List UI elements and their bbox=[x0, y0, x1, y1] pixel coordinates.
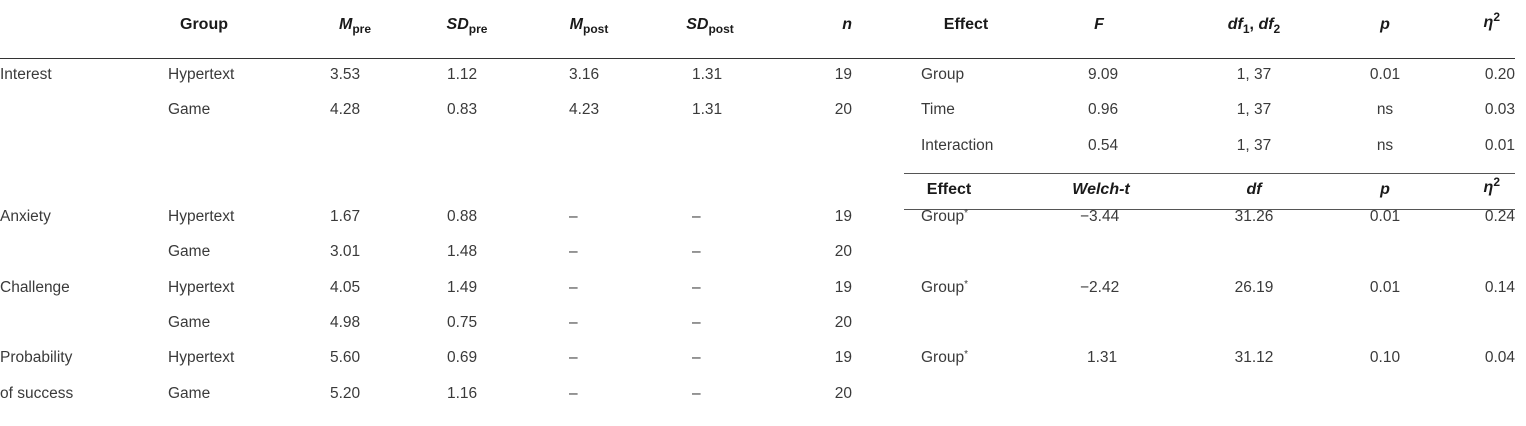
col-header-sd-post: $SD_{post}$ bbox=[686, 16, 734, 36]
n-cell: 19 bbox=[834, 66, 852, 83]
m-post-cell: – bbox=[569, 279, 578, 296]
stat-cell: 0.96 bbox=[1088, 101, 1119, 118]
row-label: Interest bbox=[0, 66, 52, 83]
stat-cell: 0.54 bbox=[1088, 137, 1119, 154]
subheader-p: p bbox=[1380, 181, 1390, 198]
sd-pre-cell: 0.83 bbox=[447, 101, 478, 118]
p-cell: 0.10 bbox=[1369, 349, 1401, 366]
welch-marker: * bbox=[964, 349, 968, 360]
p-cell: 0.01 bbox=[1369, 66, 1401, 83]
header-rule bbox=[0, 58, 1515, 59]
subheader-df: df bbox=[1246, 181, 1262, 198]
effect-cell: Interaction bbox=[921, 137, 994, 154]
group-cell: Hypertext bbox=[168, 208, 235, 225]
eta-cell: 0.04 bbox=[1484, 349, 1515, 366]
sd-post-cell: – bbox=[692, 208, 701, 225]
df-cell: 31.12 bbox=[1234, 349, 1274, 366]
m-post-cell: – bbox=[569, 243, 578, 260]
m-pre-cell: 5.60 bbox=[330, 349, 361, 366]
col-header-m-post: $M_{post}$ bbox=[569, 16, 609, 36]
effect-cell: Group bbox=[921, 66, 965, 83]
m-pre-cell: 3.01 bbox=[330, 243, 361, 260]
sd-post-cell: – bbox=[692, 314, 701, 331]
group-cell: Game bbox=[168, 314, 211, 331]
col-header-group: Group bbox=[180, 16, 228, 33]
stat-cell: −2.42 bbox=[1080, 279, 1120, 296]
n-cell: 19 bbox=[834, 208, 852, 225]
group-cell: Game bbox=[168, 385, 211, 402]
row-label: of success bbox=[0, 385, 74, 402]
effect-cell: Group* bbox=[921, 349, 968, 366]
eta-cell: 0.14 bbox=[1484, 279, 1515, 296]
sd-post-cell: – bbox=[692, 279, 701, 296]
m-post-cell: – bbox=[569, 314, 578, 331]
m-pre-cell: 5.20 bbox=[330, 385, 361, 402]
welch-marker: * bbox=[964, 279, 968, 290]
sd-pre-cell: 1.16 bbox=[447, 385, 478, 402]
group-cell: Game bbox=[168, 101, 211, 118]
df-cell: 1, 37 bbox=[1236, 137, 1272, 154]
n-cell: 19 bbox=[834, 279, 852, 296]
n-cell: 19 bbox=[834, 349, 852, 366]
n-cell: 20 bbox=[834, 101, 852, 118]
p-cell: ns bbox=[1376, 101, 1394, 118]
sd-post-cell: – bbox=[692, 349, 701, 366]
df-cell: 26.19 bbox=[1234, 279, 1274, 296]
col-header-sd-pre: $SD_{pre}$ bbox=[446, 16, 488, 36]
welch-bottom-rule bbox=[904, 209, 1515, 210]
col-header-p: p bbox=[1380, 16, 1390, 33]
sd-post-cell: – bbox=[692, 243, 701, 260]
n-cell: 20 bbox=[834, 314, 852, 331]
col-header-df: $df_1$, $df_2$ bbox=[1227, 16, 1281, 36]
col-header-m-pre: $M_{pre}$ bbox=[338, 16, 372, 36]
sd-pre-cell: 1.49 bbox=[447, 279, 478, 296]
p-cell: 0.01 bbox=[1369, 208, 1401, 225]
stat-cell: 9.09 bbox=[1088, 66, 1119, 83]
m-post-cell: – bbox=[569, 385, 578, 402]
m-pre-cell: 3.53 bbox=[330, 66, 361, 83]
df-cell: 1, 37 bbox=[1236, 101, 1272, 118]
col-header-f: F bbox=[1094, 16, 1104, 33]
sd-post-cell: 1.31 bbox=[692, 101, 723, 118]
m-pre-cell: 4.05 bbox=[330, 279, 361, 296]
group-cell: Game bbox=[168, 243, 211, 260]
col-header-n: n bbox=[842, 16, 852, 33]
subheader-effect: Effect bbox=[926, 181, 972, 198]
eta-cell: 0.20 bbox=[1484, 66, 1515, 83]
sd-pre-cell: 0.69 bbox=[447, 349, 478, 366]
m-pre-cell: 4.98 bbox=[330, 314, 361, 331]
effect-cell: Time bbox=[921, 101, 955, 118]
n-cell: 20 bbox=[834, 243, 852, 260]
sd-post-cell: 1.31 bbox=[692, 66, 723, 83]
group-cell: Hypertext bbox=[168, 349, 235, 366]
group-cell: Hypertext bbox=[168, 66, 235, 83]
stat-cell: 1.31 bbox=[1087, 349, 1118, 366]
m-post-cell: 4.23 bbox=[569, 101, 600, 118]
sd-pre-cell: 1.12 bbox=[447, 66, 478, 83]
eta-cell: 0.01 bbox=[1484, 137, 1515, 154]
sd-post-cell: – bbox=[692, 385, 701, 402]
eta-cell: 0.03 bbox=[1484, 101, 1515, 118]
col-header-effect: Effect bbox=[943, 16, 989, 33]
n-cell: 20 bbox=[834, 385, 852, 402]
col-header-eta: $\eta^2$ bbox=[1483, 10, 1500, 31]
m-post-cell: – bbox=[569, 349, 578, 366]
sd-pre-cell: 0.75 bbox=[447, 314, 478, 331]
group-cell: Hypertext bbox=[168, 279, 235, 296]
p-cell: ns bbox=[1376, 137, 1394, 154]
welch-top-rule bbox=[904, 173, 1515, 174]
m-post-cell: 3.16 bbox=[569, 66, 600, 83]
m-pre-cell: 1.67 bbox=[330, 208, 361, 225]
subheader-eta: $\eta^2$ bbox=[1483, 175, 1500, 196]
eta-cell: 0.24 bbox=[1484, 208, 1515, 225]
effect-cell: Group* bbox=[921, 279, 968, 296]
welch-marker: * bbox=[964, 208, 968, 219]
m-pre-cell: 4.28 bbox=[330, 101, 361, 118]
row-label: Anxiety bbox=[0, 208, 51, 225]
row-label: Probability bbox=[0, 349, 73, 366]
df-cell: 31.26 bbox=[1234, 208, 1274, 225]
df-cell: 1, 37 bbox=[1236, 66, 1272, 83]
m-post-cell: – bbox=[569, 208, 578, 225]
subheader-welch-t: Welch-t bbox=[1072, 181, 1130, 198]
stat-cell: −3.44 bbox=[1080, 208, 1120, 225]
sd-pre-cell: 0.88 bbox=[447, 208, 478, 225]
sd-pre-cell: 1.48 bbox=[447, 243, 478, 260]
p-cell: 0.01 bbox=[1369, 279, 1401, 296]
effect-cell: Group* bbox=[921, 208, 968, 225]
row-label: Challenge bbox=[0, 279, 70, 296]
